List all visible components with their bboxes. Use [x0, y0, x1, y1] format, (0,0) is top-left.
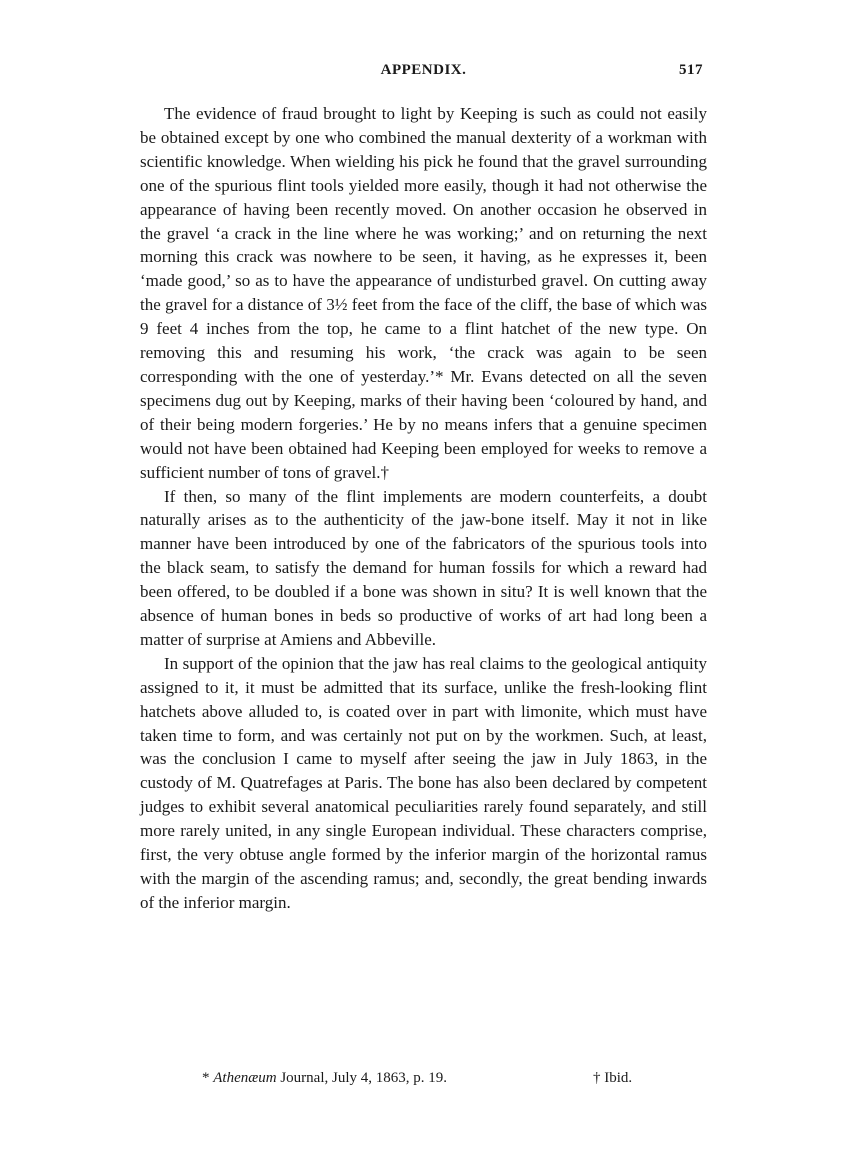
running-header — [140, 62, 707, 84]
footnote-2: † Ibid. — [593, 1070, 633, 1086]
footnotes — [140, 1070, 707, 1094]
paragraph-2: If then, so many of the flint implements are modern counterfeits, a doubt naturally arises as to the authenticity of the jaw-bone itself. May it not in like manner have been introduced by one of the fabricators of the spurious tools into the black seam, to satisfy the demand for human fossils for which a reward had been offered, to be doubled if a bone was shown in situ? It is well known that the absence of human bones in beds so productive of works of art had long been a matter of surprise at Amiens and Abbeville. — [140, 486, 707, 649]
footnote-1-work: Athenæum — [213, 1070, 277, 1086]
footnote-1-mark: * — [202, 1070, 210, 1086]
body-text — [140, 102, 707, 915]
paragraph-3: In support of the opinion that the jaw has real claims to the geological antiquity assigned to it, it must be admitted that its surface, unlike the fresh-looking flint hatchets above alluded to, is coated over in part with limonite, which must have taken time to form, and was certainly not put on by the workmen. Such, at least, was the conclusion I came to myself after seeing the jaw in July 1863, in the custody of M. Quatrefages at Paris. The bone has also been declared by competent judges to exhibit several anatomical peculiarities rarely found separately, and still more rarely united, in any single European individual. These characters comprise, first, the very obtuse angle formed by the inferior margin of the horizontal ramus with the margin of the ascending ramus; and, secondly, the great bending inwards of the inferior margin. — [140, 653, 707, 912]
running-title: APPENDIX. — [380, 62, 467, 78]
page-number: 517 — [679, 62, 703, 78]
footnote-1-text: Journal, July 4, 1863, p. 19. — [280, 1070, 447, 1086]
paragraph-1: The evidence of fraud brought to light by Keeping is such as could not easily be obtained except by one who combined the manual dexterity of a workman with scientific knowledge. When wielding his pick he found that the gravel surrounding one of the spurious flint tools yielded more easily, though it had not otherwise the appearance of having been recently moved. On another occasion he observed in the gravel ‘a crack in the line where he was working;’ and on returning the next morning this crack was nowhere to be seen, it having, as he expresses it, been ‘made good,’ so as to have the appearance of undisturbed gravel. On cutting away the gravel for a distance of 3½ feet from the face of the cliff, the base of which was 9 feet 4 inches from the top, he came to a flint hatchet of the new type. On removing this and resuming his work, ‘the crack was again to be seen corresponding with the one of yesterday.’* Mr. Evans detected on all the seven specimens dug out by Keeping, marks of their having been ‘coloured by hand, and of their being modern forgeries.’ He by no means infers that a genuine specimen would not have been obtained had Keeping been employed for weeks to remove a sufficient number of tons of gravel.† — [140, 104, 707, 482]
footnote-1 — [202, 1070, 447, 1087]
